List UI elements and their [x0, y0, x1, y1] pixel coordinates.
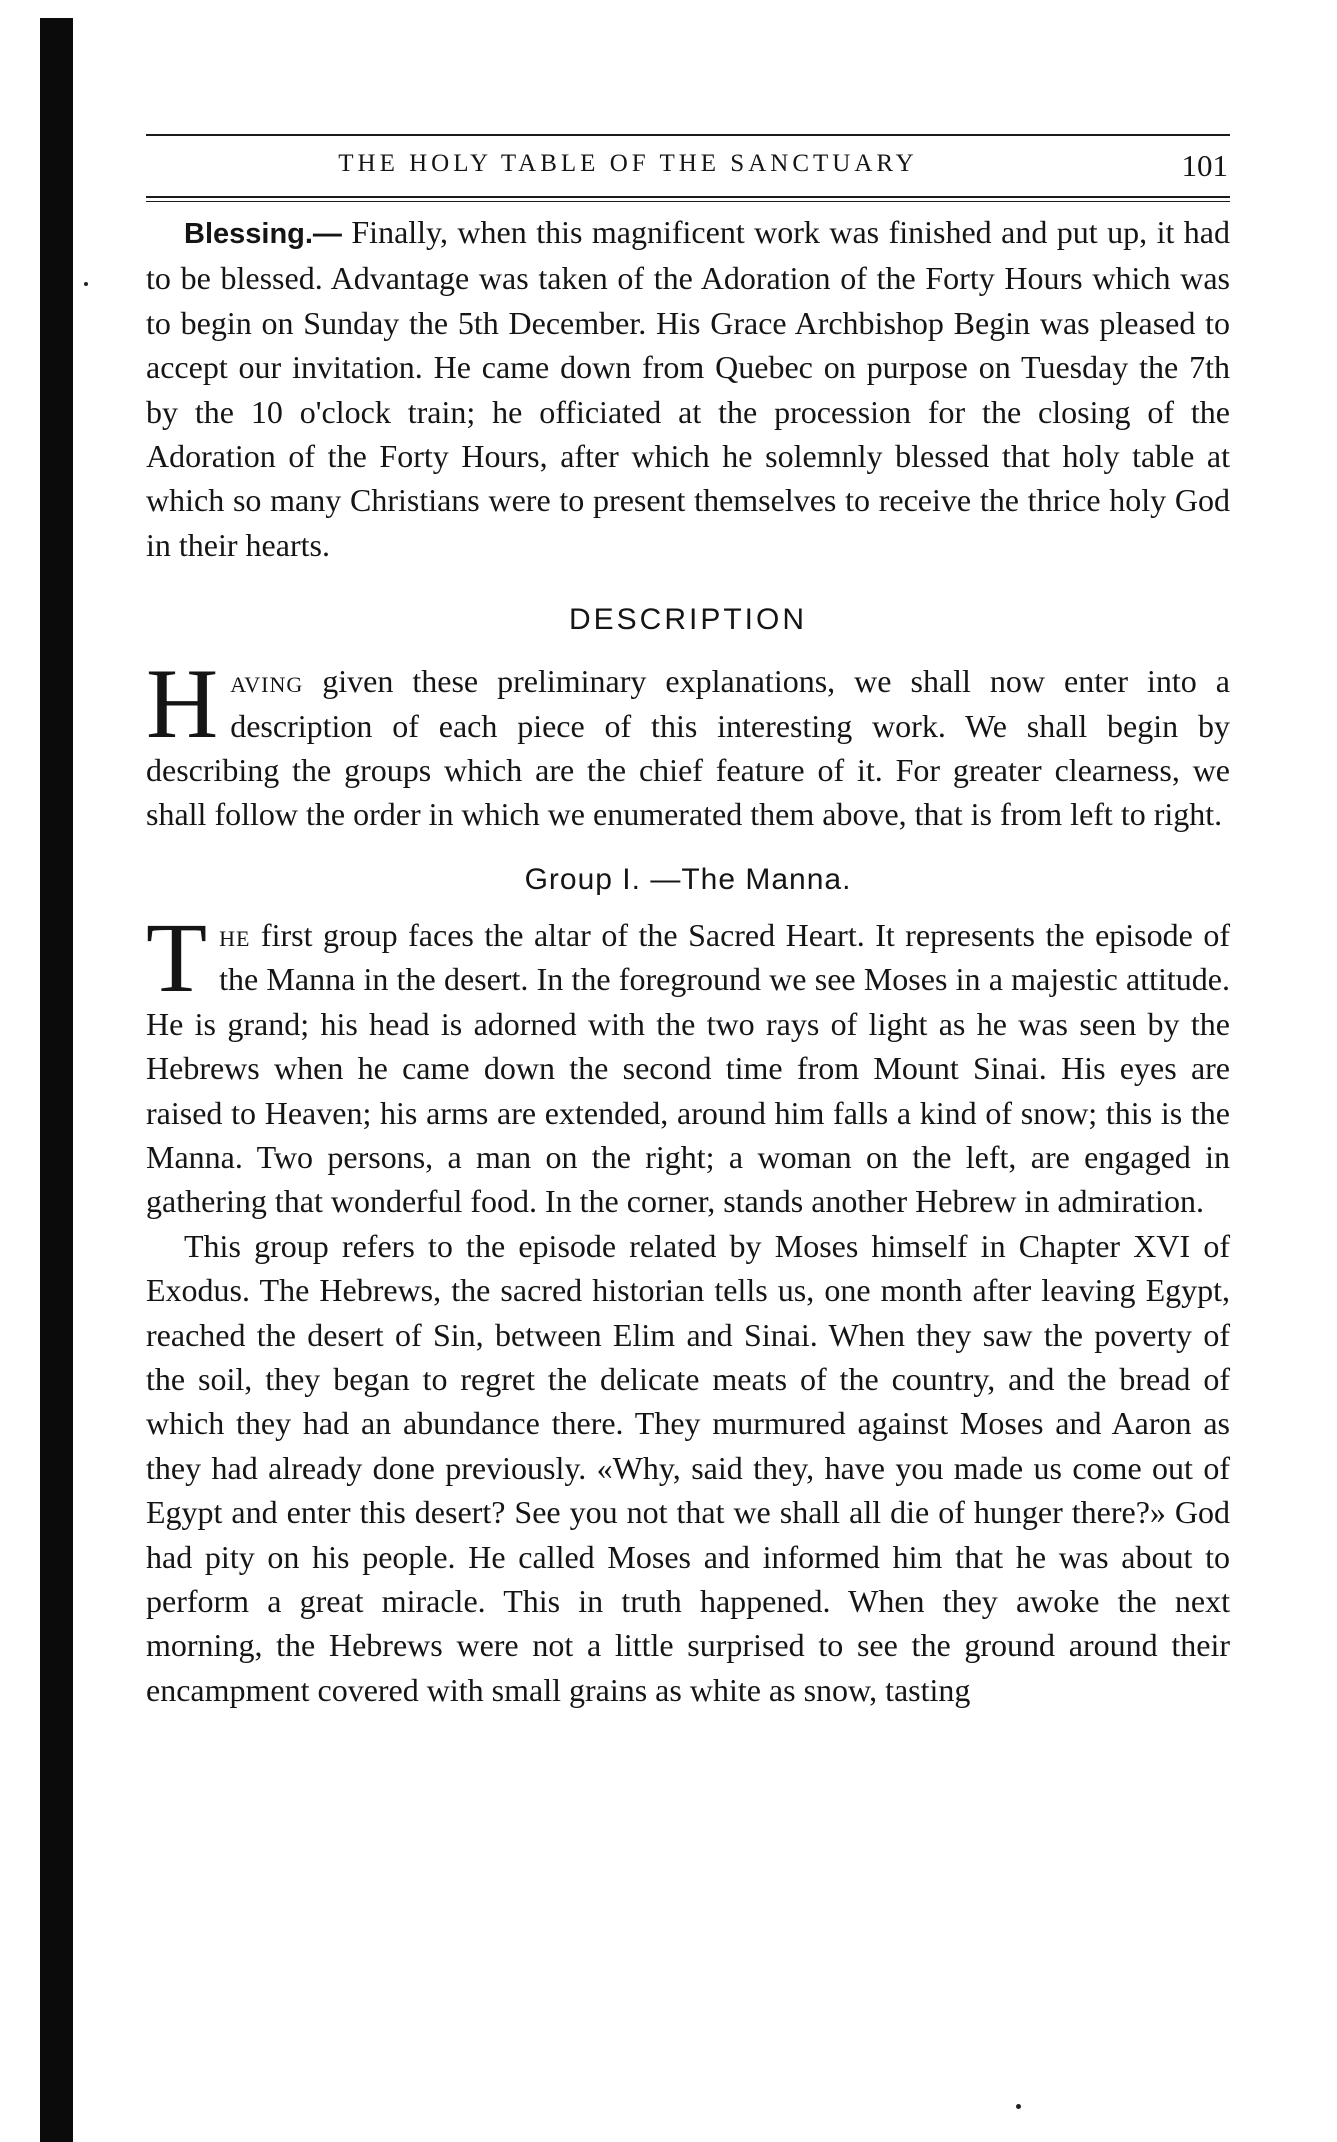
drop-cap-h: H — [146, 648, 219, 760]
description-lead-word: aving — [230, 663, 304, 700]
running-title: THE HOLY TABLE OF THE SANCTUARY — [338, 150, 918, 177]
ink-speck — [84, 282, 88, 286]
blessing-paragraph — [146, 210, 1230, 567]
blessing-text: Finally, when this magnificent work was finished and put up, it had to be blessed. Advantage was taken of the Adoration of the Forty Hours which was to begin on Sunday the 5th December. His Grace Archbishop Begin was pleased to accept our invitation. He came down from Quebec on purpose on Tuesday the 7th by the 10 o'clock train; he officiated at the procession for the closing of the Adoration of the Forty Hours, after which he solemnly blessed that holy table at which so many Christians were to present themselves to receive the thrice holy God in their hearts. — [146, 214, 1230, 563]
group-paragraph-2: This group refers to the episode related by Moses himself in Chapter XVI of Exodus. The Hebrews, the sacred historian tells us, one month after leaving Egypt, reached the desert of Sin, between Elim and Sinai. When they saw the poverty of the soil, they began to regret the delicate meats of the country, and the bread of which they had an abundance there. They murmured against Moses and Aaron as they had already done previously. «Why, said they, have you made us come out of Egypt and enter this desert? See you not that we shall all die of hunger there?» God had pity on his people. He called Moses and informed him that he was about to perform a great miracle. This in truth happened. When they awoke the next morning, the Hebrews were not a little surprised to see the ground around their encampment covered with small grains as white as snow, tasting — [146, 1227, 1230, 1708]
group-text: first group faces the altar of the Sacred Heart. It represents the episode of the Manna in the desert. In the foreground we see Moses in a majestic attitude. He is grand; his head is adorned with the two rays of light as he was seen by the Hebrews when he came down the second time from Mount Sinai. His eyes are raised to Heaven; his arms are extended, around him falls a kind of snow; this is the Manna. Two persons, a man on the right; a woman on the left, are engaged in gathering that wonderful food. In the corner, stands another Hebrew in admiration. — [146, 916, 1230, 1220]
group-heading: Group I. —The Manna. — [524, 862, 852, 896]
description-text: given these preliminary explanations, we shall now enter into a description of each piece of this interesting work. We shall begin by describing the groups which are the chief feature of it. For greater clearness, we shall follow the order in which we enumerated them above, that is from left to right. — [146, 663, 1230, 833]
group-lead-word: he — [219, 916, 251, 953]
drop-cap-t: T — [146, 901, 208, 1013]
description-paragraph — [146, 648, 1230, 837]
group-paragraph-1 — [146, 901, 1230, 1224]
page-number: 101 — [1181, 148, 1228, 183]
book-binding-shadow — [40, 18, 73, 2142]
blessing-run-in-heading: Blessing.— — [184, 218, 342, 250]
ink-speck — [1016, 2104, 1021, 2109]
header-rule-top — [146, 134, 1230, 136]
description-heading: DESCRIPTION — [568, 603, 808, 637]
page-body — [146, 210, 1230, 1712]
header-rule-bottom — [146, 196, 1230, 198]
